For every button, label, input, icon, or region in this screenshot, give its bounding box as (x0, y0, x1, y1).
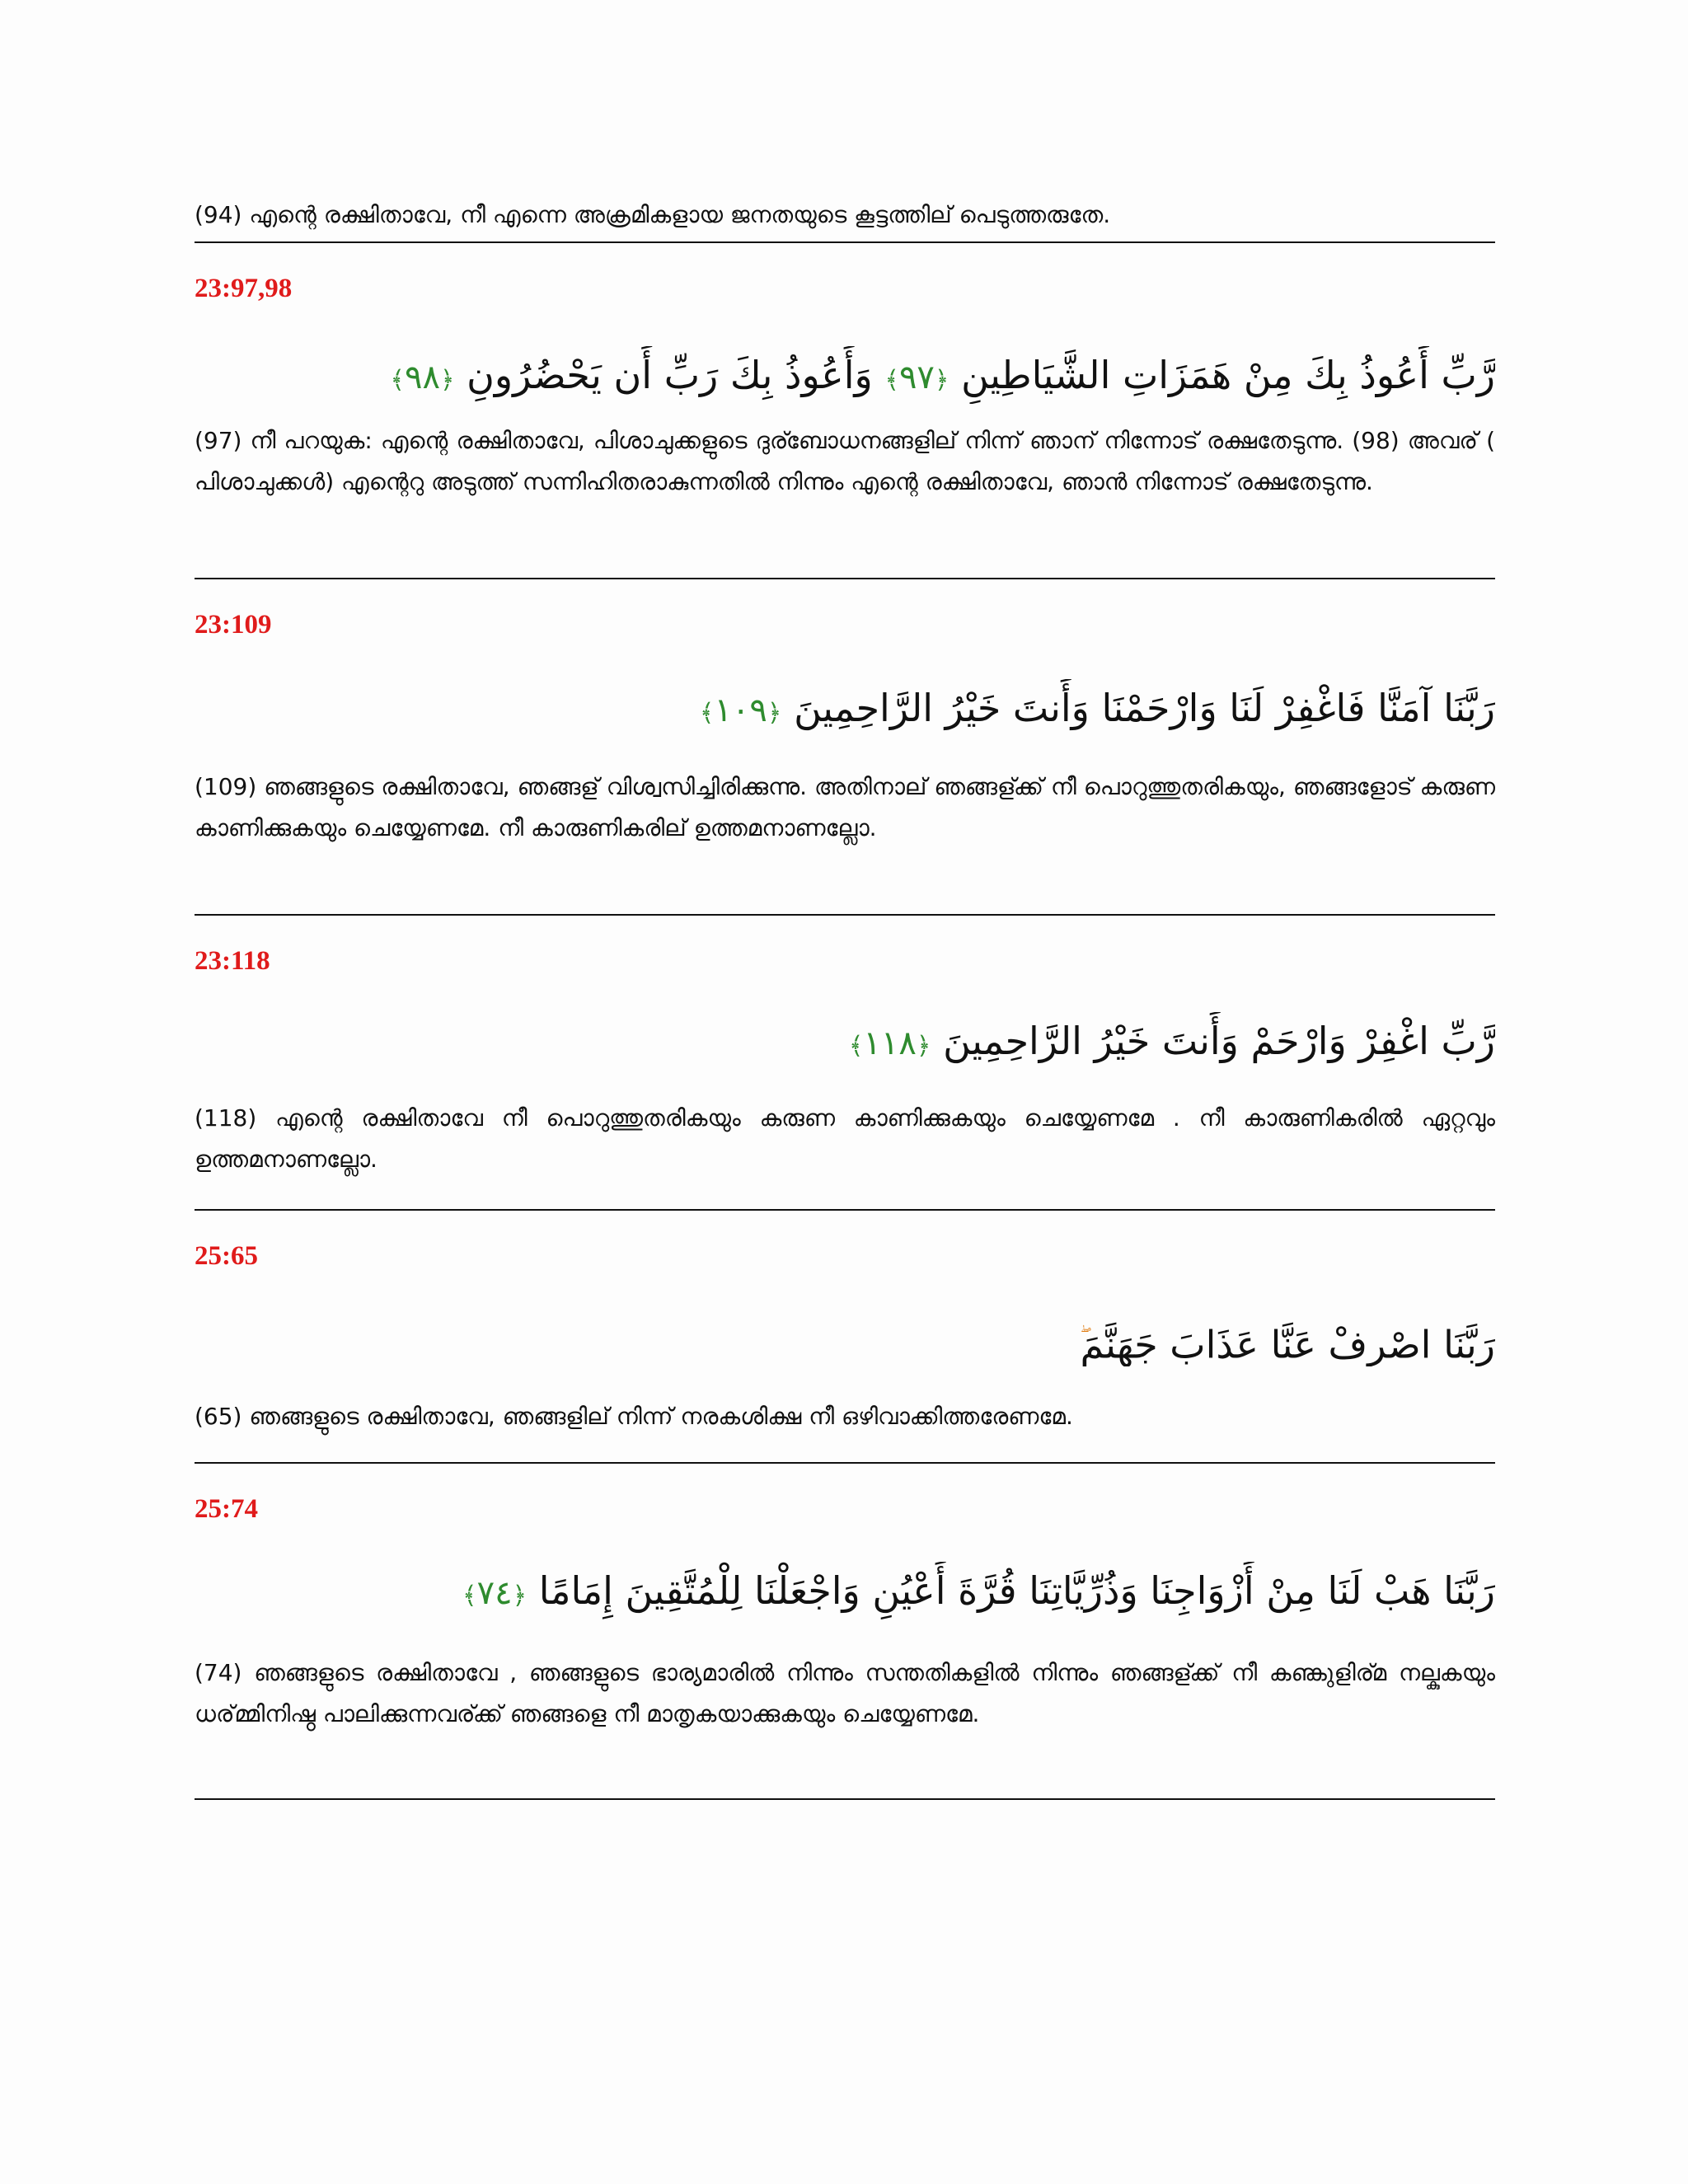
arabic-text: رَّبِّ أَعُوذُ بِكَ مِنْ هَمَزَاتِ الشَّيَاطِينِ (961, 353, 1495, 397)
ornamental-bracket-icon: ﴾ (884, 366, 899, 395)
ornamental-bracket-icon: ﴾ (848, 1032, 864, 1061)
verse-number: ٩٨ (404, 359, 440, 396)
arabic-text: رَبَّنَا آمَنَّا فَاغْفِرْ لَنَا وَارْحَمْنَا وَأَنتَ خَيْرُ الرَّاحِمِينَ (794, 686, 1495, 730)
divider-rule (195, 578, 1495, 579)
arabic-text: وَأَعُوذُ بِكَ رَبِّ أَن يَحْضُرُونِ (467, 353, 873, 397)
verse-number: ٩٧ (898, 359, 935, 396)
arabic-verse (195, 1309, 1495, 1366)
divider-rule (195, 1462, 1495, 1464)
verse-reference: 23:118 (195, 946, 270, 976)
verse-block-25-74 (195, 1493, 1495, 1778)
verse-reference: 25:65 (195, 1241, 258, 1271)
ornamental-bracket-icon: ﴾ (699, 699, 715, 728)
translation-23-97-98: (97) നീ പറയുക: എന്റെ രക്ഷിതാവേ, പിശാചുക്കളുടെ ദുര്ബോധനങ്ങളില് നിന്ന് ഞാന് നിന്നോട് രക്ഷതേടുന്നു. (98) അവര് ( പിശാചുക്കൾ) എന്റെറു അടുത്ത് സന്നിഹിതരാകുന്നതിൽ നിന്നും എന്റെ രക്ഷിതാവേ, ഞാൻ നിന്നോട് രക്ഷതേടുന്നു. (195, 427, 1495, 495)
ornamental-bracket-icon: ﴿ (439, 366, 455, 395)
verse-block-23-109 (195, 608, 1495, 892)
verse-reference: 23:109 (195, 610, 272, 640)
translation-94: (94) എന്റെ രക്ഷിതാവേ, നീ എന്നെ അക്രമികളായ ജനതയുടെ കൂട്ടത്തില് പെടുത്തരുതേ. (195, 201, 1111, 228)
divider-rule (195, 914, 1495, 916)
verse-block-94 (195, 194, 1495, 241)
verse-reference: 23:97,98 (195, 274, 293, 303)
arabic-text: رَّبِّ اغْفِرْ وَارْحَمْ وَأَنتَ خَيْرُ الرَّاحِمِينَ (943, 1019, 1495, 1063)
ornamental-bracket-icon: ﴿ (767, 699, 782, 728)
arabic-text: رَبَّنَا اصْرِفْ عَنَّا عَذَابَ جَهَنَّمَ (1080, 1322, 1495, 1366)
translation-25-74: (74) ഞങ്ങളുടെ രക്ഷിതാവേ , ഞങ്ങളുടെ ഭാര്യമാരിൽ നിന്നും സന്തതികളിൽ നിന്നും ഞങ്ങള്ക്ക് നീ കണ്കുളിര്മ നല്കുകയും ധര്മ്മിനിഷ്ഠ പാലിക്കുന്നവര്ക്ക് ഞങ്ങളെ നീ മാതൃകയാക്കുകയും ചെയ്യേണമേ. (195, 1659, 1495, 1727)
arabic-verse (195, 1562, 1495, 1619)
verse-number: ٧٤ (476, 1574, 513, 1612)
ornamental-bracket-icon: ﴿ (512, 1582, 528, 1610)
ornamental-bracket-icon: ﴾ (462, 1582, 477, 1610)
divider-rule (195, 241, 1495, 243)
arabic-text: رَبَّنَا هَبْ لَنَا مِنْ أَزْوَاجِنَا وَذُرِّيَّاتِنَا قُرَّةَ أَعْيُنٍ وَاجْعَلْنَا لِلْمُتَّقِينَ إِمَامًا (538, 1568, 1495, 1613)
ornamental-bracket-icon: ﴿ (934, 366, 950, 395)
verse-reference: 25:74 (195, 1494, 258, 1524)
arabic-verse (195, 346, 1495, 404)
verse-number: ١٠٩ (714, 691, 767, 729)
translation-23-118: (118) എന്റെ രക്ഷിതാവേ നീ പൊറുത്തുതരികയും കരുണ കാണിക്കുകയും ചെയ്യേണമേ . നീ കാരുണികരിൽ ഏറ്റവും ഉത്തമനാണല്ലോ. (195, 1104, 1495, 1173)
arabic-verse (195, 679, 1495, 737)
verse-block-23-97-98 (195, 272, 1495, 546)
divider-rule (195, 1798, 1495, 1800)
translation-23-109: (109) ഞങ്ങളുടെ രക്ഷിതാവേ, ഞങ്ങള് വിശ്വസിച്ചിരിക്കുന്നു. അതിനാല് ഞങ്ങള്ക്ക് നീ പൊറുത്തുതരികയും, ഞങ്ങളോട് കരുണ കാണിക്കുകയും ചെയ്യേണമേ. നീ കാരുണികരില് ഉത്തമനാണല്ലോ. (195, 773, 1495, 841)
translation-25-65: (65) ഞങ്ങളുടെ രക്ഷിതാവേ, ഞങ്ങളില് നിന്ന് നരകശിക്ഷ നീ ഒഴിവാക്കിത്തരേണമേ. (195, 1403, 1073, 1430)
ornamental-bracket-icon: ﴿ (916, 1032, 931, 1061)
arabic-verse (195, 1012, 1495, 1070)
verse-number: ١١٨ (863, 1024, 917, 1062)
ornamental-bracket-icon: ﴾ (390, 366, 405, 395)
verse-block-25-65 (195, 1240, 1495, 1441)
verse-block-23-118 (195, 944, 1495, 1182)
divider-rule (195, 1209, 1495, 1211)
